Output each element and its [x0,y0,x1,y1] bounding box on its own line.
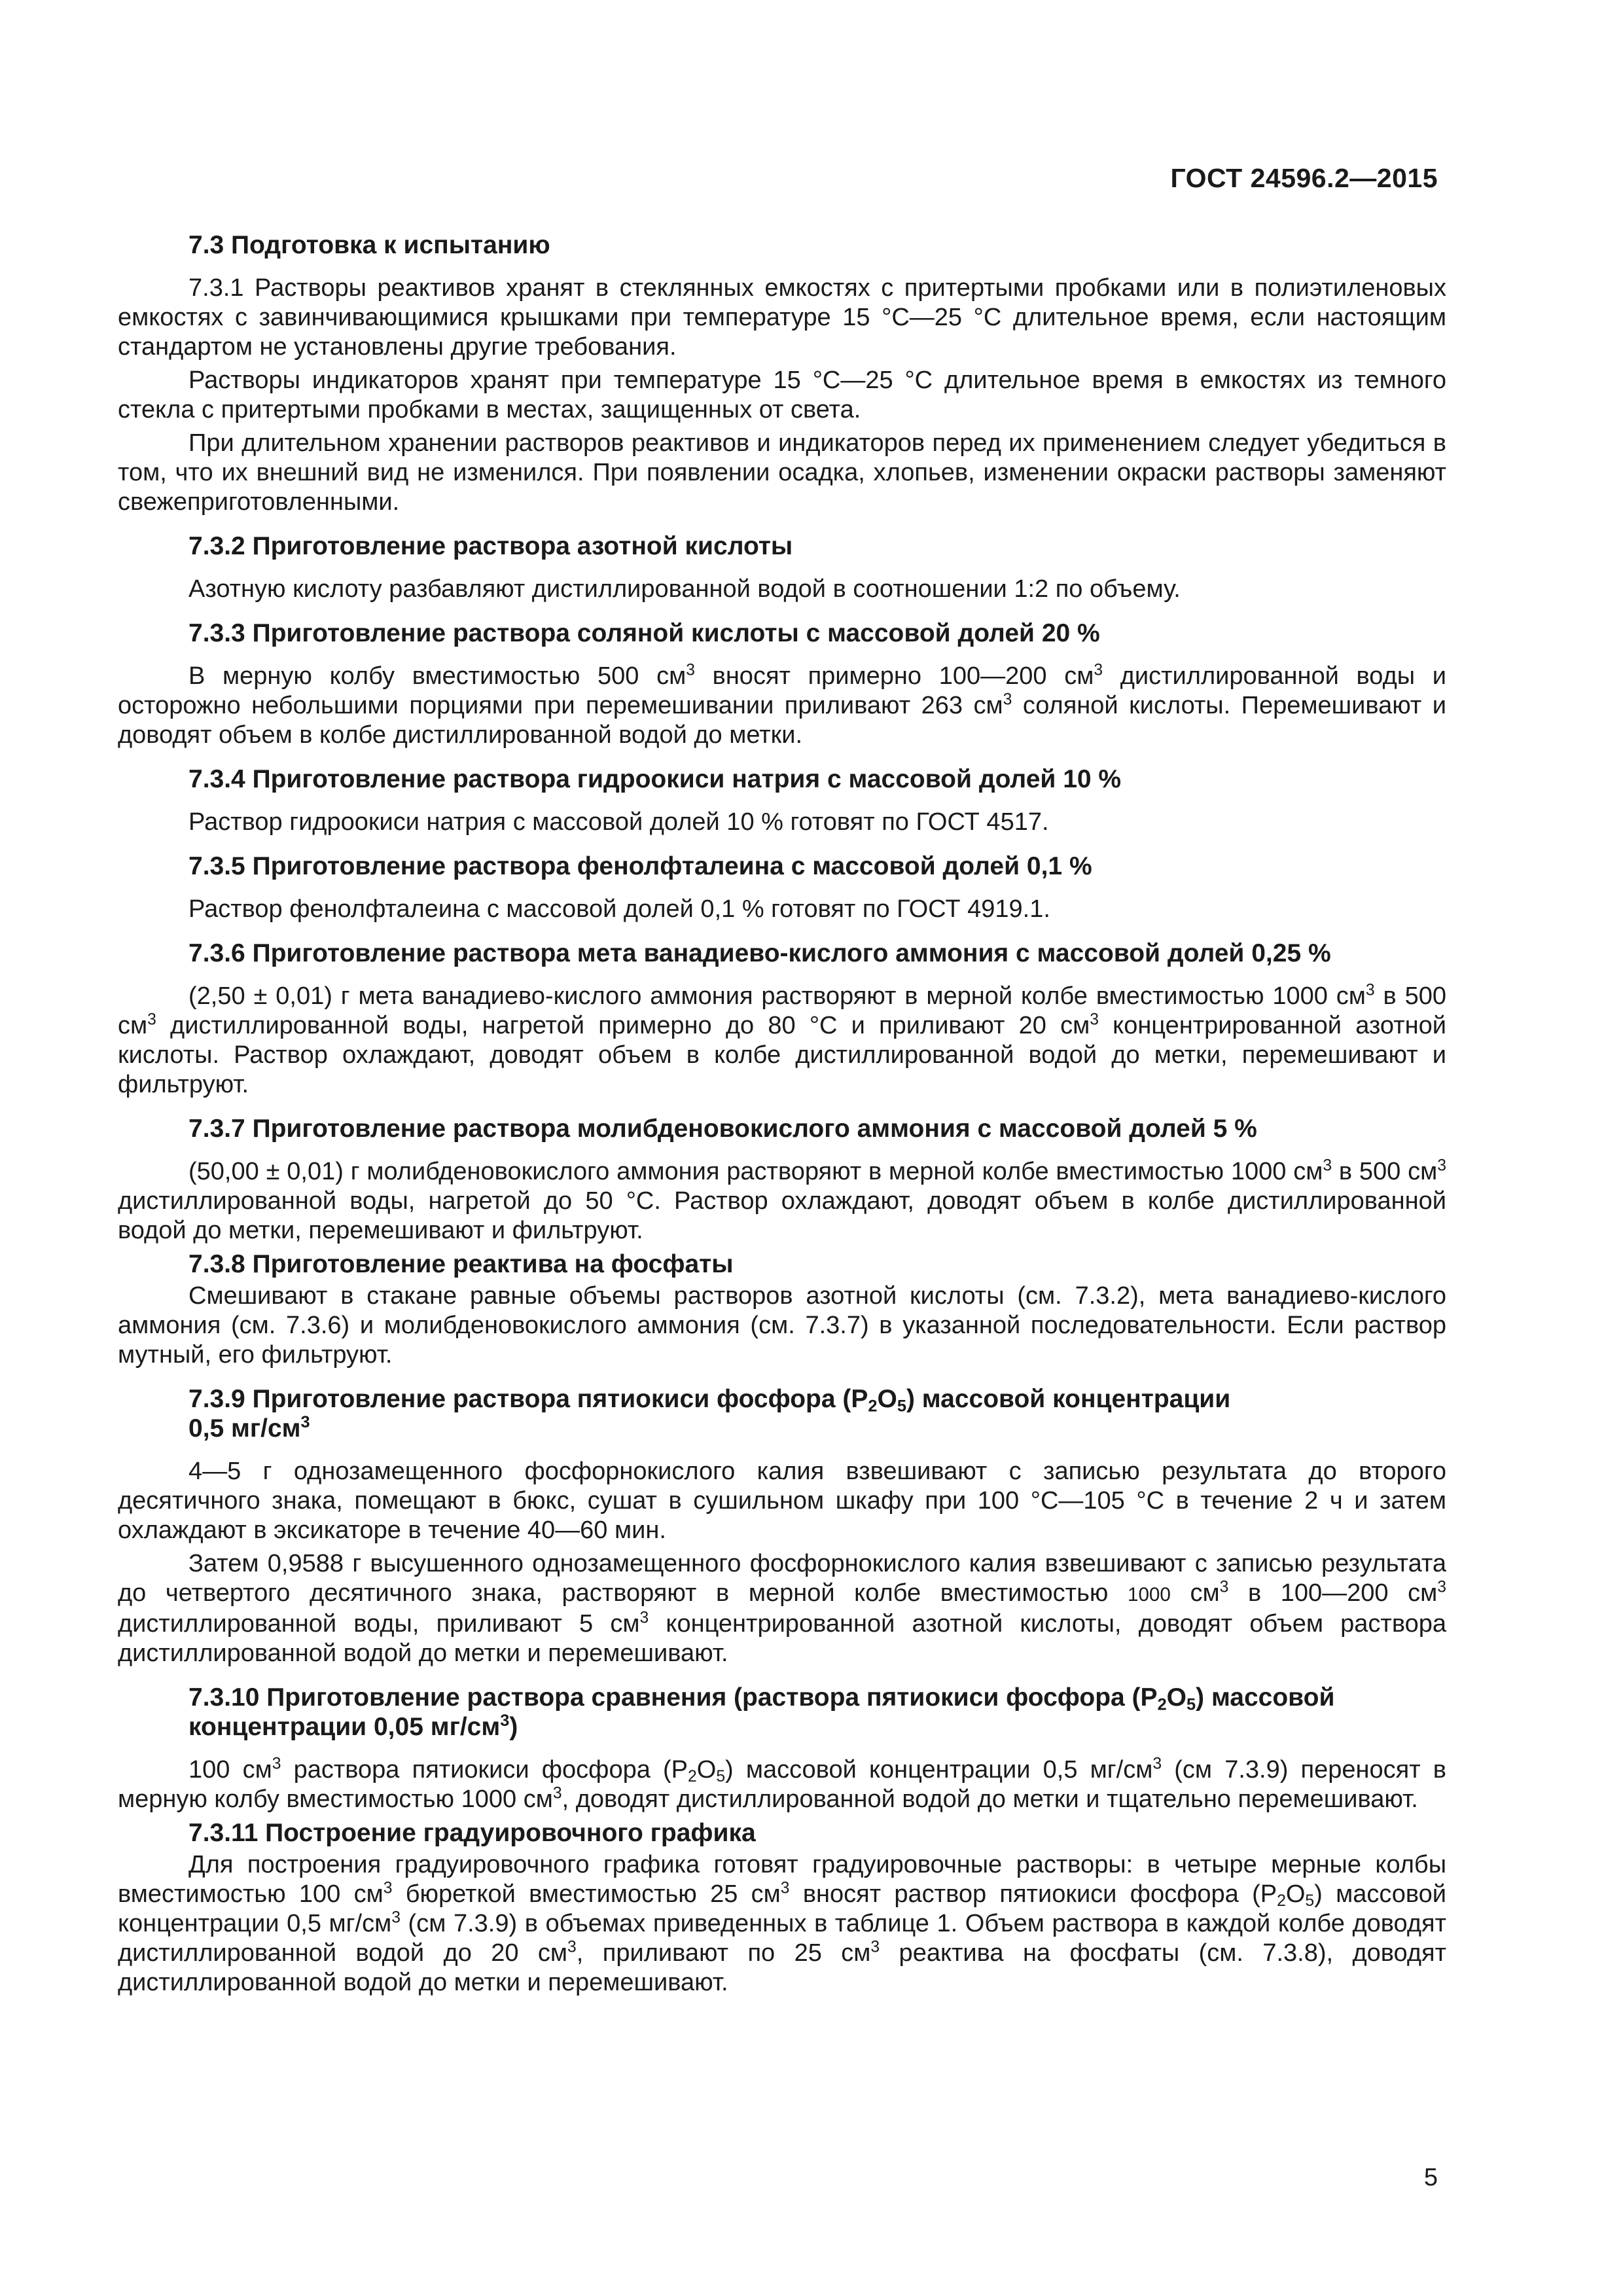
paragraph: Затем 0,9588 г высушенного однозамещенного фосфорнокислого калия взвешивают с записью результата до четвертого десятичного знака, растворяют в мерной колбе вместимостью 1000 $см^3$ в 100—200 $см^3$ дистиллированной воды, приливают 5 $см^3$ концентрированной азотной кислоты, доводят объем раствора дистиллированной водой до метки и перемешивают. [118,1550,1446,1667]
page-number: 5 [1423,2164,1438,2191]
paragraph: Азотную кислоту разбавляют дистиллированной водой в соотношении 1:2 по объему. [188,575,1181,603]
section-7-3-2-title: 7.3.2 Приготовление раствора азотной кислоты [188,532,793,560]
section-7-3-9-title: 7.3.9 Приготовление раствора пятиокиси фосфора $(P_2O_5)$ массовой концентрации 0,5 $мг/см^3$ [188,1385,1231,1443]
paragraph: Раствор фенолфталеина с массовой долей 0,1 % готовят по ГОСТ 4919.1. [188,895,1050,923]
standard-code-header: ГОСТ 24596.2—2015 [1170,163,1438,193]
section-7-3-10-title: 7.3.10 Приготовление раствора сравнения (раствора пятиокиси фосфора $(P_2O_5)$ массовой концентрации 0,05 $мг/см^3$) [188,1683,1335,1741]
section-7-3-11-title: 7.3.11 Построение градуировочного графика [188,1819,756,1847]
paragraph: 4—5 г однозамещенного фосфорнокислого калия взвешивают с записью результата до второго десятичного знака, помещают в бюкс, сушат в сушильном шкафу при 100 °С—105 °С в течение 2 ч и затем охлаждают в эксикаторе в течение 40—60 мин. [118,1458,1446,1544]
section-7-3-3-title: 7.3.3 Приготовление раствора соляной кислоты с массовой долей 20 % [188,619,1100,647]
section-7-3-5-title: 7.3.5 Приготовление раствора фенолфталеина с массовой долей 0,1 % [188,852,1092,880]
paragraph: Смешивают в стакане равные объемы растворов азотной кислоты (см. 7.3.2), мета ванадиево-кислого аммония (см. 7.3.6) и молибденовокислого аммония (см. 7.3.7) в указанной последовательности. Если раствор мутный, его фильтруют. [118,1282,1446,1369]
paragraph: Раствор гидроокиси натрия с массовой долей 10 % готовят по ГОСТ 4517. [188,808,1049,836]
paragraph: Растворы индикаторов хранят при температуре 15 °С—25 °С длительное время в емкостях из темного стекла с притертыми пробками в местах, защищенных от света. [118,367,1446,423]
paragraph: (2,50 ± 0,01) г мета ванадиево-кислого аммония растворяют в мерной колбе вместимостью 1000 $см^3$ в 500 $см^3$ дистиллированной воды, нагретой примерно до 80 °С и приливают 20 $см^3$ концентрированной азотной кислоты. Раствор охлаждают, доводят объем в колбе дистиллированной водой до метки, перемешивают и фильтруют. [118,981,1446,1098]
section-7-3-6-title: 7.3.6 Приготовление раствора мета ванадиево-кислого аммония с массовой долей 0,25 % [188,939,1331,967]
paragraph: 100 $см^3$ раствора пятиокиси фосфора $(P_2O_5)$ массовой концентрации 0,5 $мг/см^3$ (см 7.3.9) переносят в мерную колбу вместимостью 1000 $см^3$, доводят дистиллированной водой до метки и тщательно перемешивают. [118,1755,1446,1813]
section-7-3-4-title: 7.3.4 Приготовление раствора гидроокиси натрия с массовой долей 10 % [188,765,1122,793]
paragraph: В мерную колбу вместимостью 500 $см^3$ вносят примерно 100—200 $см^3$ дистиллированной воды и осторожно небольшими порциями при перемешивании приливают 263 $см^3$ соляной кислоты. Перемешивают и доводят объем в колбе дистиллированной водой до метки. [118,661,1446,749]
page-content [118,230,1446,2012]
paragraph: Для построения градуировочного графика готовят градуировочные растворы: в четыре мерные колбы вместимостью 100 $см^3$ бюреткой вместимостью 25 $см^3$ вносят раствор пятиокиси фосфора $(P_2O_5)$ массовой концентрации 0,5 $мг/см^3$ (см 7.3.9) в объемах приведенных в таблице 1. Объем раствора в каждой колбе доводят дистиллированной водой до 20 $см^3$, приливают по 25 $см^3$ реактива на фосфаты (см. 7.3.8), доводят дистиллированной водой до метки и перемешивают. [118,1851,1447,1996]
paragraph: (50,00 ± 0,01) г молибденовокислого аммония растворяют в мерной колбе вместимостью 1000 $см^3$ в 500 $см^3$ дистиллированной воды, нагретой до 50 °С. Раствор охлаждают, доводят объем в колбе дистиллированной водой до метки, перемешивают и фильтруют. [118,1157,1446,1244]
section-7-3-7-title: 7.3.7 Приготовление раствора молибденовокислого аммония с массовой долей 5 % [188,1115,1257,1143]
paragraph: При длительном хранении растворов реактивов и индикаторов перед их применением следует убедиться в том, что их внешний вид не изменился. При появлении осадка, хлопьев, изменении окраски растворы заменяют свежеприготовленными. [118,429,1446,516]
paragraph: 7.3.1 Растворы реактивов хранят в стеклянных емкостях с притертыми пробками или в полиэтиленовых емкостях с завинчивающимися крышками при температуре 15 °С—25 °С длительное время, если настоящим стандартом не установлены другие требования. [118,274,1446,361]
section-7-3-8-title: 7.3.8 Приготовление реактива на фосфаты [188,1250,734,1278]
section-7-3-title: 7.3 Подготовка к испытанию [188,231,550,259]
